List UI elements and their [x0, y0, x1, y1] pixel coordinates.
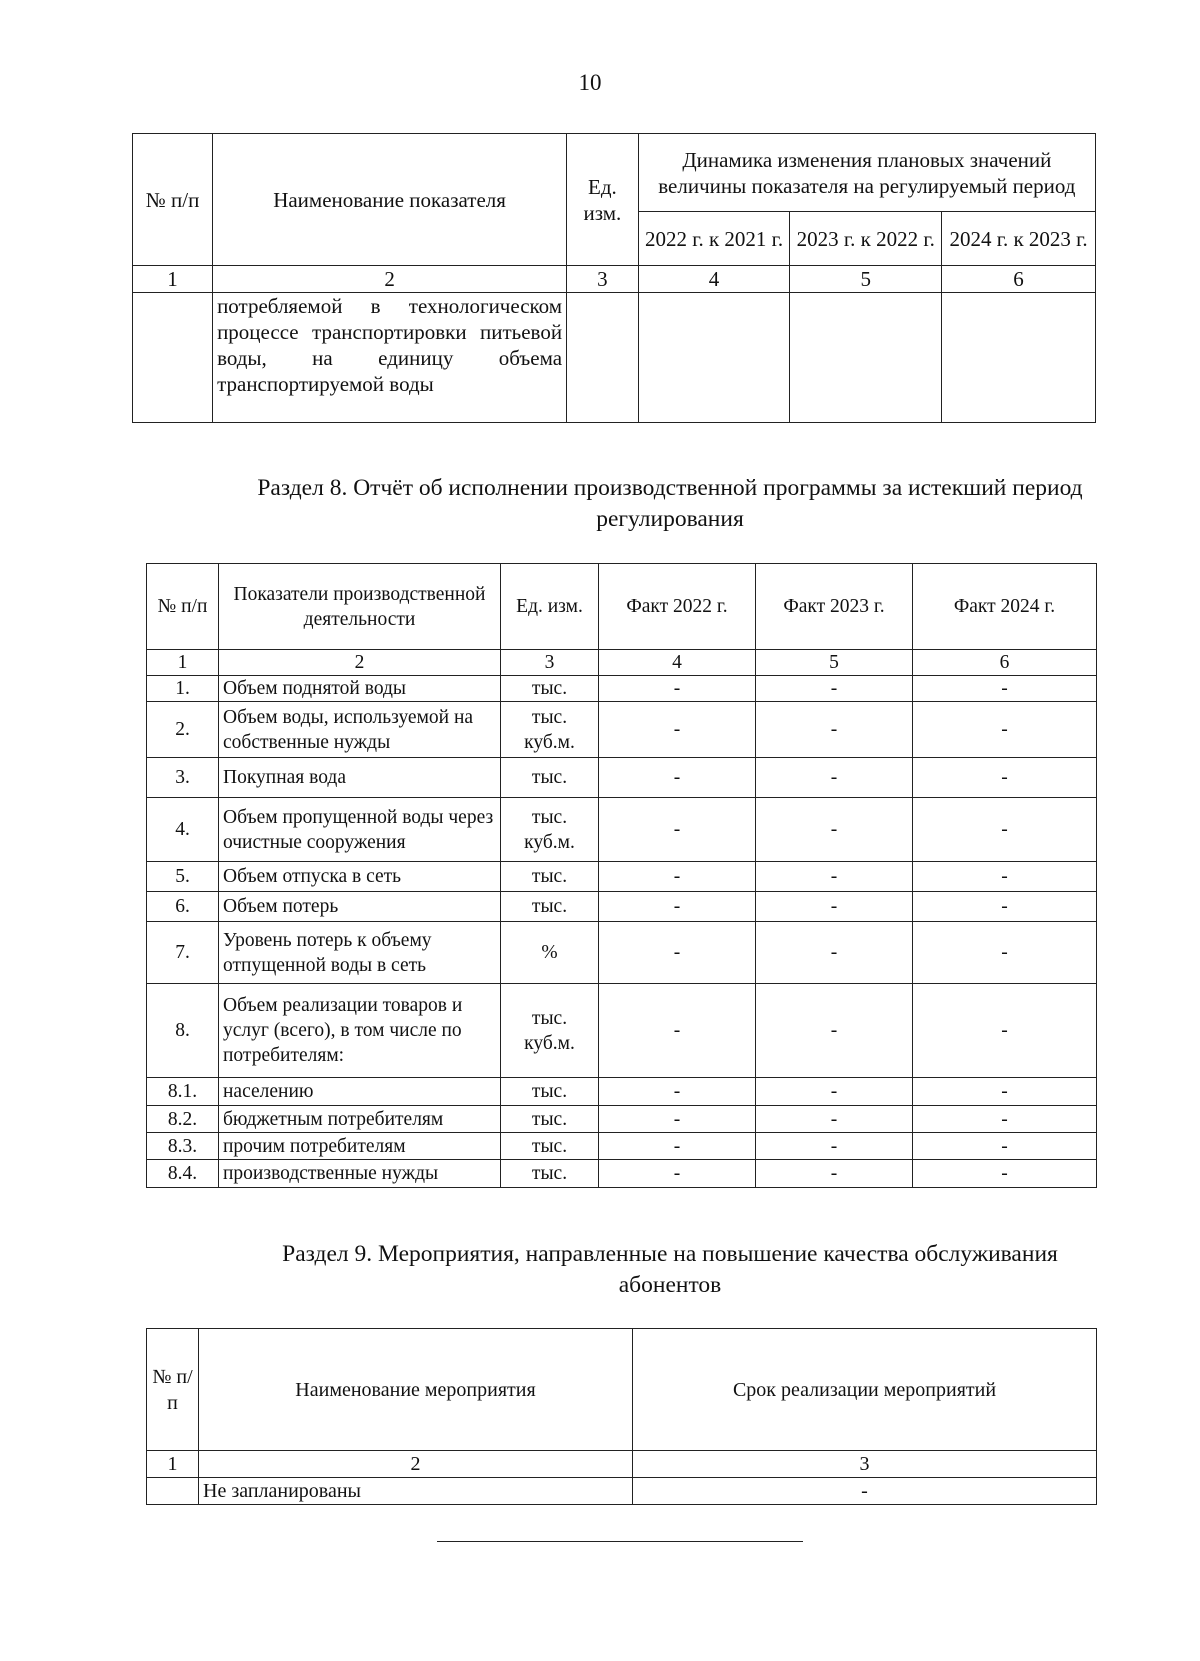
row-num: 3. — [147, 758, 219, 798]
col-number: 1 — [147, 1451, 199, 1478]
row-num — [147, 1478, 199, 1505]
row-name: Объем потерь — [219, 892, 501, 922]
row-unit: тыс. — [501, 758, 599, 798]
col-number: 1 — [147, 650, 219, 676]
row-unit: тыс. — [501, 1133, 599, 1160]
row-value: - — [756, 922, 913, 984]
table-row — [147, 1160, 1097, 1188]
col-number: 4 — [638, 266, 790, 293]
row-value: - — [756, 758, 913, 798]
footer-divider — [437, 1541, 803, 1542]
row-unit: % — [501, 922, 599, 984]
col-number: 5 — [790, 266, 942, 293]
row-num: 8. — [147, 984, 219, 1078]
row-value: - — [756, 676, 913, 702]
header-term: Срок реализации мероприятий — [633, 1329, 1097, 1451]
header-row — [147, 564, 1097, 650]
row-unit: тыс. — [501, 862, 599, 892]
column-numbers-row — [147, 1451, 1097, 1478]
header-year-1: 2022 г. к 2021 г. — [638, 212, 790, 266]
col-number: 2 — [219, 650, 501, 676]
row-value — [638, 293, 790, 423]
header-unit: Ед. изм. — [567, 134, 639, 266]
header-year-2: 2023 г. к 2022 г. — [790, 212, 942, 266]
table-row — [147, 702, 1097, 758]
header-num: № п/п — [147, 1329, 199, 1451]
header-dynamics: Динамика изменения плановых значений величины показателя на регулируемый период — [638, 134, 1095, 212]
table-row — [147, 984, 1097, 1078]
measures-table — [146, 1328, 1097, 1505]
header-name: Наименование показателя — [213, 134, 567, 266]
row-value: - — [913, 758, 1097, 798]
row-value: - — [756, 1160, 913, 1188]
row-value: - — [599, 1078, 756, 1106]
row-name: населению — [219, 1078, 501, 1106]
table-row — [147, 676, 1097, 702]
row-num: 7. — [147, 922, 219, 984]
row-num: 2. — [147, 702, 219, 758]
row-value: - — [756, 702, 913, 758]
row-num: 8.3. — [147, 1133, 219, 1160]
row-num: 6. — [147, 892, 219, 922]
row-name: бюджетным потребителям — [219, 1106, 501, 1133]
row-name: Объем поднятой воды — [219, 676, 501, 702]
header-year-3: 2024 г. к 2023 г. — [942, 212, 1096, 266]
table-row — [133, 293, 1096, 423]
row-value: - — [599, 758, 756, 798]
header-unit: Ед. изм. — [501, 564, 599, 650]
col-number: 3 — [501, 650, 599, 676]
row-value: - — [756, 1133, 913, 1160]
col-number: 2 — [199, 1451, 633, 1478]
row-unit — [567, 293, 639, 423]
row-value: - — [599, 862, 756, 892]
row-num — [133, 293, 213, 423]
section-8-title: Раздел 8. Отчёт об исполнении производственной программы за истекший период регулирования — [257, 475, 1083, 532]
column-numbers-row — [147, 650, 1097, 676]
row-name: производственные нужды — [219, 1160, 501, 1188]
row-name: Не запланированы — [199, 1478, 633, 1505]
row-name: потребляемой в технологическом процессе транспортировки питьевой воды, на единицу объема транспортируемой воды — [213, 293, 567, 423]
row-num: 8.1. — [147, 1078, 219, 1106]
row-value: - — [913, 798, 1097, 862]
row-value: - — [599, 676, 756, 702]
row-unit: тыс. — [501, 676, 599, 702]
header-fact-2: Факт 2023 г. — [756, 564, 913, 650]
indicators-table — [132, 133, 1096, 423]
table-row — [147, 1478, 1097, 1505]
row-value: - — [599, 1160, 756, 1188]
col-number: 1 — [133, 266, 213, 293]
row-value: - — [599, 798, 756, 862]
header-fact-1: Факт 2022 г. — [599, 564, 756, 650]
row-value: - — [913, 1133, 1097, 1160]
row-name: Объем отпуска в сеть — [219, 862, 501, 892]
row-num: 1. — [147, 676, 219, 702]
row-value: - — [913, 702, 1097, 758]
row-value: - — [913, 1078, 1097, 1106]
row-value: - — [599, 702, 756, 758]
table-row — [147, 758, 1097, 798]
header-name: Наименование мероприятия — [199, 1329, 633, 1451]
row-value: - — [599, 1133, 756, 1160]
section-9-title: Раздел 9. Мероприятия, направленные на повышение качества обслуживания абонентов — [282, 1241, 1058, 1298]
header-num: № п/п — [147, 564, 219, 650]
row-value: - — [913, 1106, 1097, 1133]
row-num: 8.4. — [147, 1160, 219, 1188]
row-name: Объем пропущенной воды через очистные сооружения — [219, 798, 501, 862]
row-name: прочим потребителям — [219, 1133, 501, 1160]
row-unit: тыс. — [501, 892, 599, 922]
row-num: 5. — [147, 862, 219, 892]
row-value — [942, 293, 1096, 423]
col-number: 3 — [567, 266, 639, 293]
table-row — [147, 892, 1097, 922]
row-name: Объем воды, используемой на собственные нужды — [219, 702, 501, 758]
table-row — [147, 1078, 1097, 1106]
row-value: - — [913, 862, 1097, 892]
row-value: - — [913, 984, 1097, 1078]
row-unit: тыс. — [501, 1160, 599, 1188]
column-numbers-row — [133, 266, 1096, 293]
col-number: 5 — [756, 650, 913, 676]
row-value: - — [756, 862, 913, 892]
row-value: - — [599, 984, 756, 1078]
row-name: Покупная вода — [219, 758, 501, 798]
header-row — [147, 1329, 1097, 1451]
row-value: - — [756, 892, 913, 922]
header-name: Показатели производственной деятельности — [219, 564, 501, 650]
row-value: - — [913, 676, 1097, 702]
col-number: 3 — [633, 1451, 1097, 1478]
row-value — [790, 293, 942, 423]
row-unit: тыс. куб.м. — [501, 984, 599, 1078]
production-report-table — [146, 563, 1097, 1188]
table-row — [147, 1133, 1097, 1160]
col-number: 6 — [913, 650, 1097, 676]
col-number: 6 — [942, 266, 1096, 293]
table-row — [147, 862, 1097, 892]
row-value: - — [913, 922, 1097, 984]
row-value: - — [913, 892, 1097, 922]
table-row — [147, 922, 1097, 984]
header-fact-3: Факт 2024 г. — [913, 564, 1097, 650]
table-row — [147, 798, 1097, 862]
row-unit: тыс. куб.м. — [501, 798, 599, 862]
col-number: 2 — [213, 266, 567, 293]
row-unit: тыс. — [501, 1106, 599, 1133]
row-term: - — [633, 1478, 1097, 1505]
row-value: - — [756, 1078, 913, 1106]
row-value: - — [913, 1160, 1097, 1188]
row-name: Уровень потерь к объему отпущенной воды в сеть — [219, 922, 501, 984]
page-number: 10 — [578, 70, 602, 95]
row-num: 8.2. — [147, 1106, 219, 1133]
row-value: - — [599, 892, 756, 922]
row-value: - — [599, 1106, 756, 1133]
row-value: - — [599, 922, 756, 984]
col-number: 4 — [599, 650, 756, 676]
table-row — [147, 1106, 1097, 1133]
row-unit: тыс. куб.м. — [501, 702, 599, 758]
row-name: Объем реализации товаров и услуг (всего), в том числе по потребителям: — [219, 984, 501, 1078]
header-num: № п/п — [133, 134, 213, 266]
row-num: 4. — [147, 798, 219, 862]
row-value: - — [756, 1106, 913, 1133]
row-value: - — [756, 984, 913, 1078]
row-unit: тыс. — [501, 1078, 599, 1106]
row-value: - — [756, 798, 913, 862]
